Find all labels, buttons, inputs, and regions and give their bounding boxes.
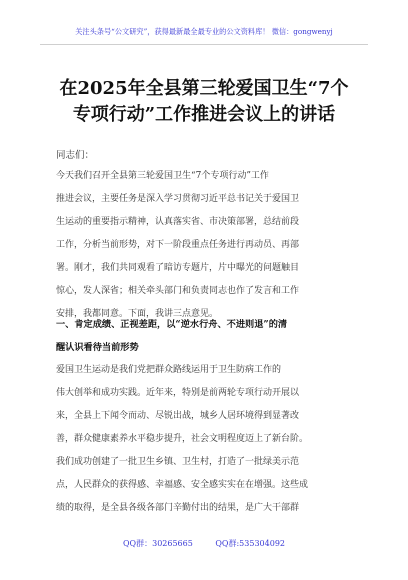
- footer-qq-group-1: QQ群：30265665: [122, 539, 193, 548]
- paragraph-line: 善，群众健康素养水平稳步提升，社会文明程度迈上了新台阶。: [56, 434, 309, 444]
- footer-qq-group-2: QQ群:535304092: [215, 539, 285, 548]
- paragraph-line: 我们成功创建了一批卫生乡镇、卫生村，打造了一批绿美示范: [56, 457, 300, 467]
- page-title: [0, 76, 408, 128]
- paragraph-line: 爱国卫生运动是我们党把群众路线运用于卫生防病工作的: [56, 365, 282, 375]
- greeting: 同志们：: [56, 150, 95, 161]
- heading-line: 醒认识看待当前形势: [56, 342, 139, 353]
- paragraph-1: [56, 165, 352, 326]
- paragraph-line: 安排，我都同意。下面，我讲三点意见。: [56, 309, 219, 319]
- paragraph-line: 工作，分析当前形势，对下一阶段重点任务进行再动员、再部: [56, 240, 300, 250]
- section-heading-1: [56, 313, 356, 359]
- title-line-2: 专项行动”工作推进会议上的讲话: [72, 104, 336, 125]
- paragraph-line: 推进会议，主要任务是深入学习贯彻习近平总书记关于爱国卫: [56, 194, 300, 204]
- paragraph-line: 来，全县上下闻令而动、尽锐出战，城乡人居环境得到显著改: [56, 411, 300, 421]
- paragraph-line: 绩的取得，是全县各级各部门辛勤付出的结果，是广大干部群: [56, 503, 300, 513]
- heading-line: 一、肯定成绩、正视差距，以“逆水行舟、不进则退”的清: [56, 319, 288, 330]
- paragraph-line: 伟大创举和成功实践。近年来，特别是前两轮专项行动开展以: [56, 388, 300, 398]
- paragraph-line: 生运动的重要指示精神，认真落实省、市决策部署，总结前段: [56, 217, 300, 227]
- paragraph-line: 惊心，发人深省；相关牵头部门和负责同志也作了发言和工作: [56, 286, 300, 296]
- title-line-1: 在2025年全县第三轮爱国卫生“7个: [59, 78, 349, 99]
- header-divider: [40, 44, 368, 45]
- paragraph-line: 今天我们召开全县第三轮爱国卫生“7个专项行动”工作: [56, 171, 269, 181]
- paragraph-2: [56, 359, 352, 520]
- paragraph-line: 点，人民群众的获得感、幸福感、安全感实实在在增强。这些成: [56, 480, 309, 490]
- header-promo-note: 关注头条号“公文研究”，获得最新最全最专业的公文资料库！ 微信：gongwenyj: [75, 27, 333, 36]
- footer-contact: [0, 538, 408, 549]
- paragraph-line: 署。刚才，我们共同观看了暗访专题片，片中曝光的问题触目: [56, 263, 300, 273]
